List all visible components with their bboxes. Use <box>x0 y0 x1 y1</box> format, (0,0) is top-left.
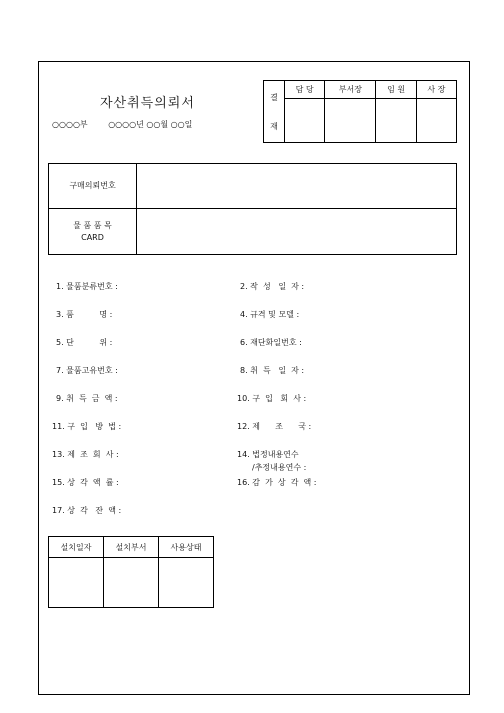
approval-label-top: 결 <box>270 92 278 102</box>
field-acquisition-amount: 9. 취 득 금 액 : <box>56 394 118 403</box>
field-purchase-company: 10. 구 입 회 사 : <box>237 394 307 403</box>
approval-header-president: 사 장 <box>416 81 456 99</box>
approval-header-executive: 임 원 <box>376 81 416 99</box>
approval-table <box>263 80 457 143</box>
field-item-unique-no: 7. 물품고유번호 : <box>56 366 118 375</box>
approval-label <box>264 81 285 143</box>
field-useful-life-estimated: /추정내용연수 : <box>252 463 307 472</box>
approval-header-dept-head: 부서장 <box>325 81 376 99</box>
approval-header-staff: 담 당 <box>285 81 325 99</box>
date-field[interactable]: ○○○○년 ○○월 ○○일 <box>108 120 193 129</box>
department-date-line <box>52 119 210 130</box>
field-manufacturer: 13. 제 조 회 사 : <box>52 450 119 459</box>
request-table <box>48 163 457 255</box>
field-useful-life: 14. 법정내용연수 <box>237 450 299 459</box>
field-spec-model: 4. 규격 및 모델 : <box>240 310 300 319</box>
approval-sign-staff[interactable] <box>285 99 325 143</box>
item-card-value[interactable] <box>137 209 457 255</box>
request-number-label: 구매의뢰번호 <box>49 164 137 209</box>
field-item-classification-no: 1. 물품분류번호 : <box>56 282 118 291</box>
approval-sign-executive[interactable] <box>376 99 416 143</box>
item-card-label-line2: CARD <box>81 232 104 242</box>
install-value-department[interactable] <box>104 558 159 608</box>
item-card-label-line1: 물 품 품 목 <box>73 220 112 230</box>
install-value-date[interactable] <box>49 558 104 608</box>
install-header-status: 사용상태 <box>159 537 214 558</box>
field-depreciation-rate: 15. 상 각 액 률 : <box>52 478 119 487</box>
approval-sign-dept-head[interactable] <box>325 99 376 143</box>
install-value-status[interactable] <box>159 558 214 608</box>
department-field[interactable]: ○○○○부 <box>52 120 88 129</box>
install-header-date: 설치일자 <box>49 537 104 558</box>
field-residual-value: 17. 상 각 잔 액 : <box>52 506 122 515</box>
field-country-of-manufacture: 12. 제 조 국 : <box>237 422 312 431</box>
field-file-number: 6. 재단화일번호 : <box>240 338 302 347</box>
item-card-label <box>49 209 137 255</box>
field-item-name: 3. 품 명 : <box>56 310 113 319</box>
install-header-department: 설치부서 <box>104 537 159 558</box>
field-unit: 5. 단 위 : <box>56 338 113 347</box>
approval-sign-president[interactable] <box>416 99 456 143</box>
document-title: 자산취득의뢰서 <box>100 96 195 111</box>
field-acquisition-date: 8. 취 득 일 자 : <box>240 366 305 375</box>
field-depreciation-amount: 16. 감 가 상 각 액 : <box>237 478 317 487</box>
field-purchase-method: 11. 구 입 방 법 : <box>52 422 122 431</box>
field-creation-date: 2. 작 성 일 자 : <box>240 282 305 291</box>
approval-label-bottom: 재 <box>270 121 278 131</box>
installation-table <box>48 536 214 608</box>
request-number-value[interactable] <box>137 164 457 209</box>
